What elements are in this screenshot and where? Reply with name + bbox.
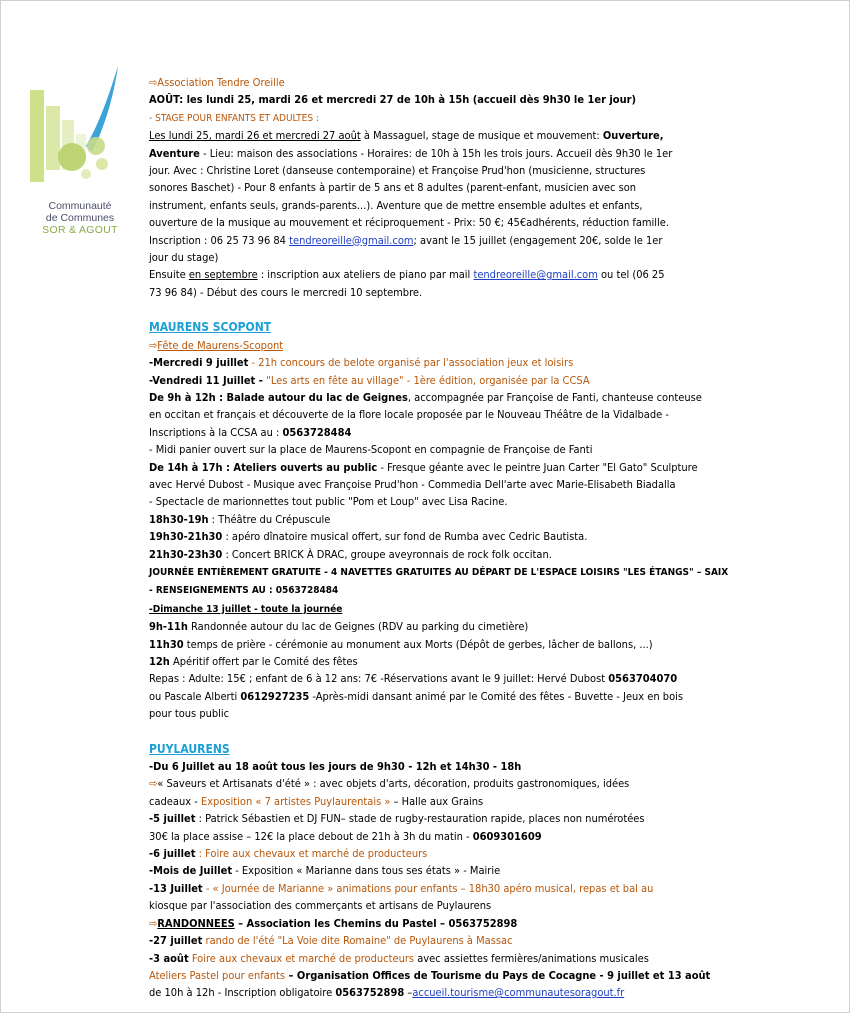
text-line <box>149 810 769 827</box>
text-line <box>149 845 769 862</box>
text-run: - 21h concours de belote organisé par l'association jeux et loisirs <box>248 356 574 370</box>
section-heading: PUYLAURENS <box>149 741 230 756</box>
arrow-icon: ⇨ <box>149 338 158 352</box>
text-run: -Mois de Juillet <box>149 864 233 878</box>
text-run: 21h30-23h30 <box>149 547 223 561</box>
text-line <box>149 581 769 599</box>
text-run: -Mercredi 9 juillet <box>149 356 249 370</box>
text-line <box>149 688 769 705</box>
text-run: -Dimanche 13 juillet - toute la journée <box>149 603 343 615</box>
text-run: -Après-midi dansant animé par le Comité des fêtes - Buvette - Jeux en bois <box>309 689 684 703</box>
text-line <box>149 284 769 301</box>
text-line <box>149 546 769 563</box>
email-link[interactable]: tendreoreille@gmail.com <box>289 233 414 247</box>
text-run: : Foire aux chevaux et marché de producteurs <box>195 847 428 861</box>
text-line <box>149 337 769 354</box>
text-line <box>149 828 769 845</box>
text-line <box>149 266 769 283</box>
text-line <box>149 354 769 371</box>
text-run: -3 août <box>149 951 189 965</box>
text-run: « Saveurs et Artisanats d'été » : avec objets d'arts, décoration, produits gastronomiques, idées <box>157 777 630 791</box>
text-run: -Du 6 Juillet au 18 août tous les jours de 9h30 - 12h et 14h30 - 18h <box>149 760 522 774</box>
text-line <box>149 967 769 984</box>
text-run: AOÛT: les lundi 25, mardi 26 et mercredi 27 de 10h à 15h (accueil dès 9h30 le 1er jour) <box>149 93 637 107</box>
text-run: De 9h à 12h : Balade autour du lac de Geignes <box>149 390 408 404</box>
text-run: cadeaux - <box>149 794 201 808</box>
text-run: Inscription : 06 25 73 96 84 <box>149 233 290 247</box>
text-line <box>149 880 769 897</box>
text-run: Apéritif offert par le Comité des fêtes <box>169 655 358 668</box>
logo-text-line-1: Communauté <box>48 200 112 212</box>
text-run: jour du stage) <box>149 251 219 265</box>
text-run: Association Tendre Oreille <box>157 76 285 89</box>
text-run: – Organisation Offices de Tourisme du Pays de Cocagne - 9 juillet et 13 août <box>285 968 711 982</box>
community-logo <box>28 62 132 236</box>
text-line <box>149 232 769 249</box>
text-run: 11h30 <box>149 637 184 651</box>
text-run: RANDONNEES <box>157 916 235 930</box>
section-spacer <box>149 723 769 741</box>
text-run: ; avant le 15 juillet (engagement 20€, solde le 1er <box>413 233 663 247</box>
text-run: Ensuite <box>149 268 189 282</box>
text-run: 0612927235 <box>240 689 310 703</box>
text-line <box>149 476 769 493</box>
text-run: de 10h à 12h - Inscription obligatoire <box>149 986 336 1000</box>
text-run: en septembre <box>188 268 258 282</box>
text-line <box>149 563 769 581</box>
text-run: avec Hervé Dubost - Musique avec Françoise Prud'hon - Commedia Dell'arte avec Marie-Elisabeth Biadalla <box>149 477 676 491</box>
text-line <box>149 459 769 476</box>
text-line <box>149 127 769 144</box>
text-run: - Lieu: maison des associations - Horaires: de 10h à 15h les trois jours. Accueil dès 9h30 le 1er <box>199 146 673 160</box>
text-run: instrument, enfants seuls, grands-parents...). Aventure que de mettre ensemble adultes et enfants, <box>149 198 643 212</box>
text-run: temps de prière - cérémonie au monument aux Morts (Dépôt de gerbes, lâcher de ballons, ...) <box>183 637 653 651</box>
text-run: 0609301609 <box>472 829 542 843</box>
logo-text-line-3: SOR & AGOUT <box>42 224 118 236</box>
text-line <box>149 670 769 687</box>
text-run: ou tel (06 25 <box>597 268 665 282</box>
text-line <box>149 618 769 635</box>
section-spacer <box>149 301 769 319</box>
text-run: 30€ la place assise – 12€ la place debout de 21h à 3h du matin - <box>149 829 473 843</box>
text-line <box>149 424 769 441</box>
arrow-icon: ⇨ <box>149 76 158 89</box>
text-run: "Les arts en fête au village" - 1ère édition, organisée par la CCSA <box>266 373 590 387</box>
text-line <box>149 600 769 618</box>
text-run: De 14h à 17h : Ateliers ouverts au public <box>149 460 378 474</box>
text-run: – Halle aux Grains <box>390 794 484 808</box>
text-line <box>149 950 769 967</box>
text-line <box>149 91 769 108</box>
text-run: : Concert BRICK À DRAC, groupe aveyronnais de rock folk occitan. <box>222 547 552 561</box>
text-run: Inscriptions à la CCSA au : <box>149 425 283 439</box>
text-run: Fête de Maurens-Scopont <box>157 338 284 352</box>
text-run: - RENSEIGNEMENTS AU : 0563728484 <box>149 585 339 597</box>
text-run: – <box>404 986 413 1000</box>
text-line <box>149 511 769 528</box>
text-run: 12h <box>149 655 170 668</box>
logo-graphic <box>28 62 132 202</box>
text-run: en occitan et français et découverte de la flore locale proposée par le Nouveau Théâtre de la Vidalbade - <box>149 408 669 422</box>
text-run: -27 juillet <box>149 934 203 948</box>
text-line <box>149 179 769 196</box>
text-run: 19h30-21h30 <box>149 530 223 544</box>
text-run: - Spectacle de marionnettes tout public "Pom et Loup" avec Lisa Racine. <box>149 495 508 509</box>
text-line <box>149 162 769 179</box>
text-run: -13 Juillet <box>149 881 203 895</box>
text-run: Randonnée autour du lac de Geignes (RDV au parking du cimetière) <box>187 620 529 634</box>
text-run: Foire aux chevaux et marché de producteurs <box>188 951 415 965</box>
text-run: -6 juillet <box>149 847 196 861</box>
section-heading: MAURENS SCOPONT <box>149 320 272 335</box>
text-line <box>149 214 769 231</box>
text-run: Exposition « 7 artistes Puylaurentais » <box>200 794 391 808</box>
text-line <box>149 705 769 722</box>
text-line <box>149 249 769 266</box>
text-run: - Exposition « Marianne dans tous ses états » - Mairie <box>232 864 501 878</box>
text-run: , accompagnée par Françoise de Fanti, chanteuse conteuse <box>407 390 702 404</box>
text-run: - Midi panier ouvert sur la place de Maurens-Scopont en compagnie de Françoise de Fanti <box>149 443 593 457</box>
text-run: sonores Baschet) - Pour 8 enfants à partir de 5 ans et 8 adultes (parent-enfant, musicien avec son <box>149 181 637 195</box>
text-run: - STAGE POUR ENFANTS ET ADULTES : <box>149 112 319 124</box>
email-link[interactable]: tendreoreille@gmail.com <box>473 268 598 282</box>
text-line <box>149 741 769 758</box>
text-run: Ateliers Pastel pour enfants <box>149 968 286 982</box>
text-run: ou Pascale Alberti <box>149 689 241 703</box>
text-line <box>149 793 769 810</box>
text-run: 0563752898 <box>335 986 405 1000</box>
text-line <box>149 197 769 214</box>
text-line <box>149 441 769 458</box>
text-run: -Vendredi 11 Juillet - <box>149 373 267 387</box>
arrow-icon: ⇨ <box>149 777 158 791</box>
text-line <box>149 932 769 949</box>
text-run: : apéro dînatoire musical offert, sur fond de Rumba avec Cedric Bautista. <box>222 530 588 544</box>
text-line <box>149 372 769 389</box>
text-run: : inscription aux ateliers de piano par mail <box>257 268 474 282</box>
text-run: jour. Avec : Christine Loret (danseuse contemporaine) et Françoise Prud'hon (musicienne, structures <box>149 164 646 178</box>
text-run: Aventure <box>149 146 200 160</box>
text-line <box>149 528 769 545</box>
text-run: pour tous public <box>149 707 230 721</box>
text-line <box>149 636 769 653</box>
text-run: -5 juillet <box>149 812 196 826</box>
text-run: 0563728484 <box>282 425 352 439</box>
logo-text-line-2: de Communes <box>45 212 115 224</box>
text-line <box>149 915 769 932</box>
text-run: 73 96 84) - Début des cours le mercredi 10 septembre. <box>149 285 423 299</box>
text-run: - « Journée de Marianne » animations pour enfants – 18h30 apéro musical, repas et bal au <box>202 881 654 895</box>
text-line <box>149 758 769 775</box>
text-run: 9h-11h <box>149 620 188 634</box>
text-line <box>149 984 769 1001</box>
text-run: Les lundi 25, mardi 26 et mercredi 27 août <box>149 129 361 143</box>
text-line <box>149 389 769 406</box>
text-run: avec assiettes fermières/animations musicales <box>414 951 649 965</box>
text-line <box>149 775 769 792</box>
text-line <box>149 653 769 670</box>
text-run: Repas : Adulte: 15€ ; enfant de 6 à 12 ans: 7€ -Réservations avant le 9 juillet: Hervé Dubost <box>149 672 609 686</box>
text-run: – Association les Chemins du Pastel – 0563752898 <box>234 916 518 930</box>
text-run: rando de l'été "La Voie dite Romaine" de Puylaurens à Massac <box>202 934 513 948</box>
arrow-icon: ⇨ <box>149 916 158 930</box>
text-line <box>149 319 769 336</box>
document-body <box>149 74 769 1002</box>
text-run: ouverture de la musique au mouvement et réciproquement - Prix: 50 €; 45€adhérents, réduction famille. <box>149 216 670 230</box>
text-run: - Fresque géante avec le peintre Juan Carter "El Gato" Sculpture <box>377 460 698 474</box>
text-line <box>149 897 769 914</box>
text-run: : Patrick Sébastien et DJ FUN– stade de rugby-restauration rapide, places non numérotées <box>195 812 645 826</box>
text-run: Ouverture, <box>602 129 664 143</box>
text-line <box>149 109 769 127</box>
text-line <box>149 145 769 162</box>
text-run: 18h30-19h <box>149 512 209 526</box>
text-line <box>149 862 769 879</box>
email-link[interactable]: accueil.tourisme@communautesoragout.fr <box>412 986 625 1000</box>
text-run: kiosque par l'association des commerçants et artisans de Puylaurens <box>149 899 492 913</box>
text-run: : Théâtre du Crépuscule <box>208 512 331 526</box>
text-line <box>149 493 769 510</box>
text-run: à Massaguel, stage de musique et mouvement: <box>360 129 603 143</box>
text-line <box>149 406 769 423</box>
text-run: JOURNÉE ENTIÈREMENT GRATUITE - 4 NAVETTES GRATUITES AU DÉPART DE L'ESPACE LOISIRS "LES ÉTANGS" – SAIX <box>149 566 729 578</box>
text-line <box>149 74 769 91</box>
text-run: 0563704070 <box>608 672 678 686</box>
